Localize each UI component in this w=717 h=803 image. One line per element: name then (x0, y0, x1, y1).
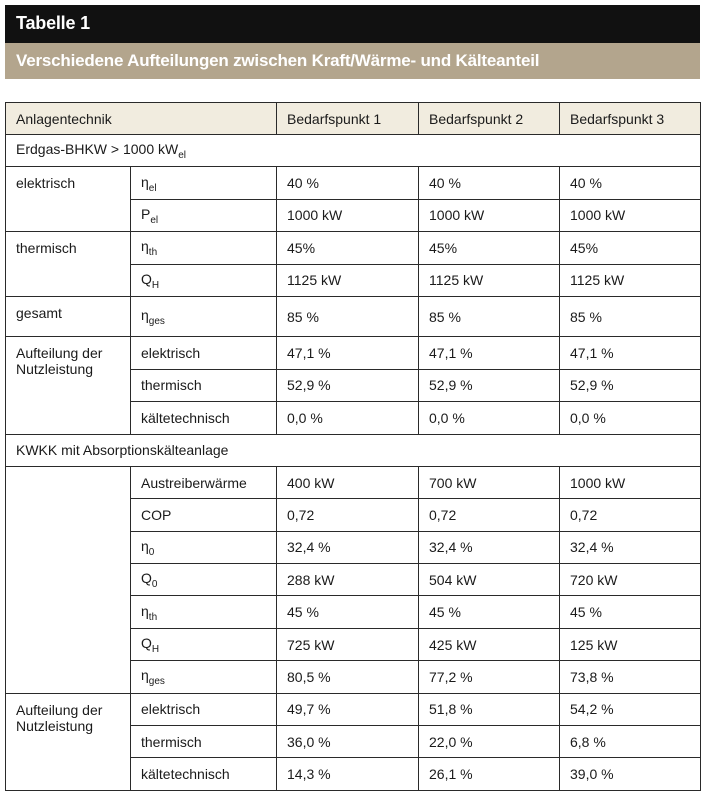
table-row (6, 337, 701, 369)
value-cell: 39,0 % (560, 758, 701, 790)
value-cell: 36,0 % (277, 726, 419, 758)
value-cell: 425 kW (419, 628, 560, 660)
value-cell: 125 kW (560, 628, 701, 660)
value-cell: 40 % (560, 167, 701, 199)
symbol-cell: $Q_H$ (131, 264, 277, 296)
value-cell: 40 % (277, 167, 419, 199)
table-subtitle-bar (5, 43, 700, 79)
value-cell: 40 % (419, 167, 560, 199)
value-cell: 1000 kW (277, 199, 419, 231)
header-row (6, 103, 701, 135)
value-cell: 85 % (419, 296, 560, 336)
value-cell: 47,1 % (560, 337, 701, 369)
section-row-bhkw (6, 135, 701, 167)
table-title: Tabelle 1 (16, 13, 90, 33)
group-label-aufteilung-2: Aufteilung der Nutzleistung (6, 693, 131, 790)
value-cell: 54,2 % (560, 693, 701, 725)
table-title-bar (5, 5, 700, 43)
value-cell: 1000 kW (560, 199, 701, 231)
value-cell: 80,5 % (277, 661, 419, 693)
symbol-cell: thermisch (131, 726, 277, 758)
symbol-cell: $P_{el}$ (131, 199, 277, 231)
header-bedarfspunkt-2: Bedarfspunkt 2 (419, 103, 560, 135)
symbol-cell: Austreiberwärme (131, 466, 277, 498)
value-cell: 720 kW (560, 564, 701, 596)
value-cell: 1125 kW (560, 264, 701, 296)
value-cell: 400 kW (277, 466, 419, 498)
value-cell: 52,9 % (560, 369, 701, 401)
symbol-cell: elektrisch (131, 337, 277, 369)
table-subtitle: Verschiedene Aufteilungen zwischen Kraft/Wärme- und Kälteanteil (16, 51, 540, 70)
header-bedarfspunkt-3: Bedarfspunkt 3 (560, 103, 701, 135)
value-cell: 1000 kW (419, 199, 560, 231)
value-cell: 47,1 % (419, 337, 560, 369)
value-cell: 45 % (419, 596, 560, 628)
symbol-cell: $\eta_{th}$ (131, 232, 277, 264)
table-row (6, 466, 701, 498)
symbol-cell: $\eta_{el}$ (131, 167, 277, 199)
value-cell: 0,0 % (277, 402, 419, 434)
value-cell: 14,3 % (277, 758, 419, 790)
value-cell: 0,72 (277, 499, 419, 531)
symbol-cell: elektrisch (131, 693, 277, 725)
value-cell: 0,72 (419, 499, 560, 531)
value-cell: 47,1 % (277, 337, 419, 369)
value-cell: 288 kW (277, 564, 419, 596)
table-row (6, 693, 701, 725)
group-label-elektrisch: elektrisch (6, 167, 131, 232)
value-cell: 6,8 % (560, 726, 701, 758)
value-cell: 45% (277, 232, 419, 264)
value-cell: 0,0 % (560, 402, 701, 434)
value-cell: 52,9 % (277, 369, 419, 401)
symbol-cell: $Q_0$ (131, 564, 277, 596)
data-table (5, 102, 701, 791)
group-label-thermisch: thermisch (6, 232, 131, 297)
table-row (6, 296, 701, 336)
value-cell: 0,72 (560, 499, 701, 531)
table-row (6, 232, 701, 264)
value-cell: 725 kW (277, 628, 419, 660)
header-bedarfspunkt-1: Bedarfspunkt 1 (277, 103, 419, 135)
section-label-kwkk: KWKK mit Absorptionskälteanlage (6, 434, 701, 466)
value-cell: 45% (560, 232, 701, 264)
symbol-cell: $\eta_{ges}$ (131, 296, 277, 336)
group-label-aufteilung-1: Aufteilung der Nutzleistung (6, 337, 131, 434)
value-cell: 1000 kW (560, 466, 701, 498)
symbol-cell: COP (131, 499, 277, 531)
value-cell: 32,4 % (277, 531, 419, 563)
value-cell: 77,2 % (419, 661, 560, 693)
symbol-cell: $Q_H$ (131, 628, 277, 660)
value-cell: 45 % (277, 596, 419, 628)
symbol-cell: kältetechnisch (131, 758, 277, 790)
value-cell: 85 % (277, 296, 419, 336)
value-cell: 32,4 % (419, 531, 560, 563)
symbol-cell: $\eta_{th}$ (131, 596, 277, 628)
value-cell: 73,8 % (560, 661, 701, 693)
value-cell: 1125 kW (277, 264, 419, 296)
section-label-bhkw: Erdgas-BHKW > 1000 $kW_{el}$ (6, 135, 701, 167)
group-label-gesamt: gesamt (6, 296, 131, 336)
value-cell: 85 % (560, 296, 701, 336)
value-cell: 26,1 % (419, 758, 560, 790)
header-anlagentechnik: Anlagentechnik (6, 103, 277, 135)
value-cell: 0,0 % (419, 402, 560, 434)
value-cell: 51,8 % (419, 693, 560, 725)
symbol-cell: thermisch (131, 369, 277, 401)
value-cell: 22,0 % (419, 726, 560, 758)
group-label-empty (6, 466, 131, 693)
value-cell: 1125 kW (419, 264, 560, 296)
section-row-kwkk (6, 434, 701, 466)
value-cell: 49,7 % (277, 693, 419, 725)
value-cell: 700 kW (419, 466, 560, 498)
symbol-cell: $\eta_0$ (131, 531, 277, 563)
value-cell: 32,4 % (560, 531, 701, 563)
symbol-cell: kältetechnisch (131, 402, 277, 434)
value-cell: 52,9 % (419, 369, 560, 401)
value-cell: 504 kW (419, 564, 560, 596)
value-cell: 45% (419, 232, 560, 264)
table-row (6, 167, 701, 199)
symbol-cell: $\eta_{ges}$ (131, 661, 277, 693)
value-cell: 45 % (560, 596, 701, 628)
